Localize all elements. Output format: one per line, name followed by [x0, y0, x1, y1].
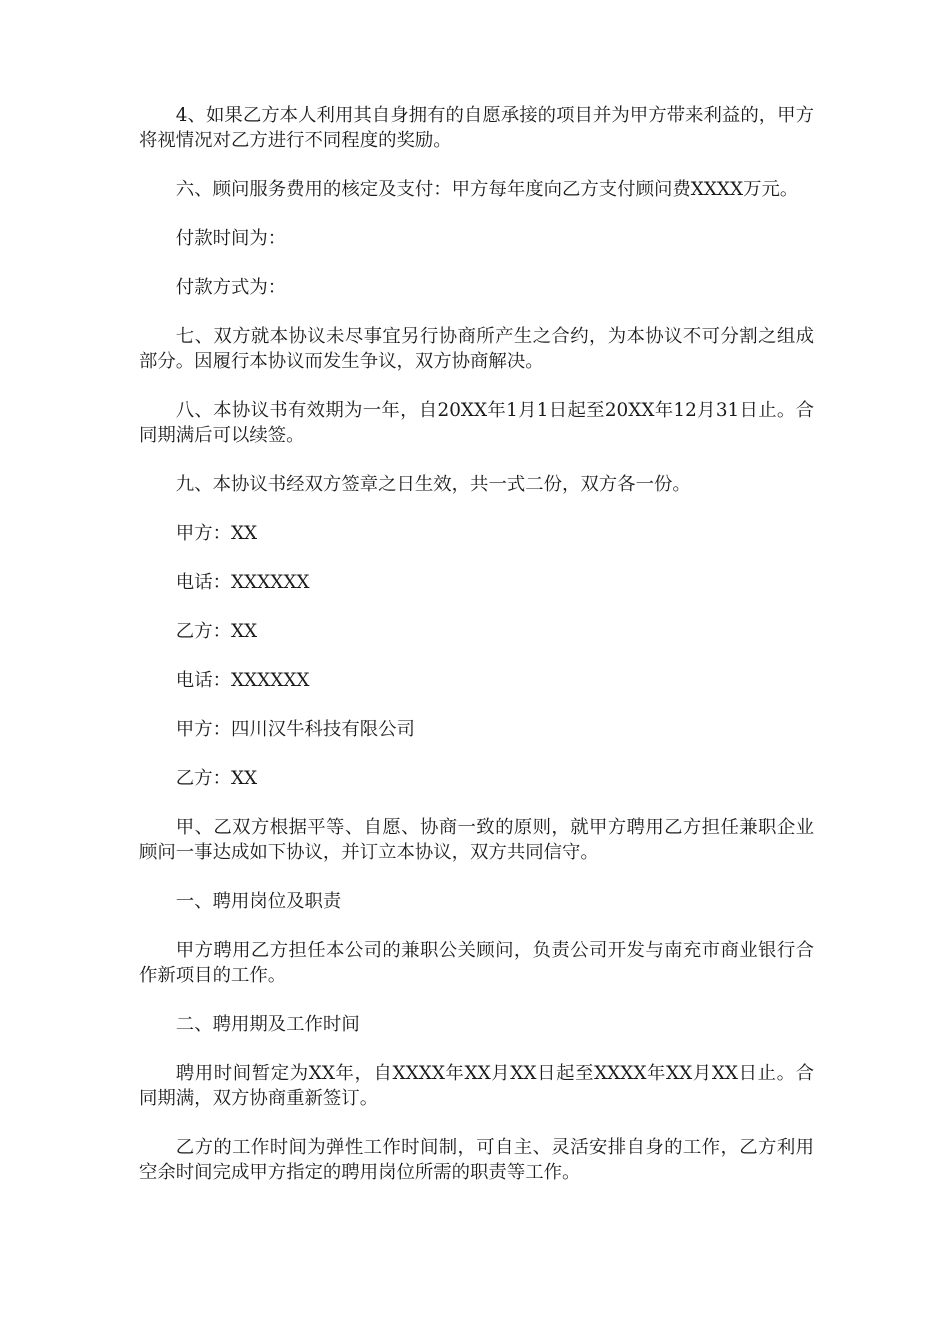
section-1-body: 甲方聘用乙方担任本公司的兼职公关顾问，负责公司开发与南充市商业银行合作新项目的工作。: [139, 940, 814, 986]
section-2-hours: 乙方的工作时间为弹性工作时间制，可自主、灵活安排自身的工作，乙方利用空余时间完成甲方指定的聘用岗位所需的职责等工作。: [139, 1137, 814, 1183]
party-b-name: 乙方：XX: [175, 621, 258, 642]
party-a-phone: 电话：XXXXXX: [175, 572, 310, 593]
section-2-heading: 二、聘用期及工作时间: [175, 1014, 360, 1035]
section-1-heading: 一、聘用岗位及职责: [175, 891, 342, 912]
clause-4-reward: 4、如果乙方本人利用其自身拥有的自愿承接的项目并为甲方带来利益的，甲方将视情况对乙方进行不同程度的奖励。: [139, 105, 814, 151]
clause-9-effect: 九、本协议书经双方签章之日生效，共一式二份，双方各一份。: [175, 474, 691, 495]
document-body: [139, 103, 814, 1209]
party-a-company: 甲方：四川汉牛科技有限公司: [175, 719, 415, 740]
agreement-preamble: 甲、乙双方根据平等、自愿、协商一致的原则，就甲方聘用乙方担任兼职企业顾问一事达成如下协议，并订立本协议，双方共同信守。: [139, 817, 814, 863]
payment-method: 付款方式为：: [175, 277, 287, 298]
section-2-term: 聘用时间暂定为XX年，自XXXX年XX月XX日起至XXXX年XX月XX日止。合同期满，双方协商重新签订。: [139, 1063, 814, 1109]
clause-7-supplement: 七、双方就本协议未尽事宜另行协商所产生之合约，为本协议不可分割之组成部分。因履行本协议而发生争议，双方协商解决。: [139, 326, 814, 372]
payment-time: 付款时间为：: [175, 228, 287, 249]
clause-8-validity: 八、本协议书有效期为一年，自20XX年1月1日起至20XX年12月31日止。合同期满后可以续签。: [139, 400, 814, 446]
party-b-name-2: 乙方：XX: [175, 768, 258, 789]
party-a-name: 甲方：XX: [175, 523, 258, 544]
party-b-phone: 电话：XXXXXX: [175, 670, 310, 691]
clause-6-fee: 六、顾问服务费用的核定及支付：甲方每年度向乙方支付顾问费XXXX万元。: [175, 179, 799, 200]
